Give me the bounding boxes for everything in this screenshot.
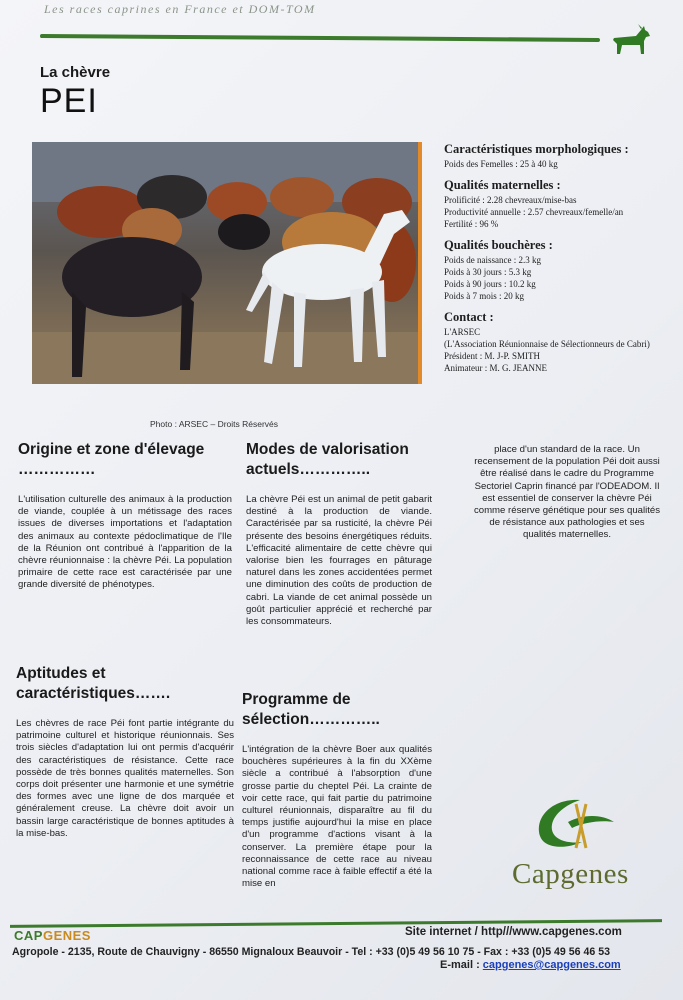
origin-heading: Origine et zone d'élevage ……………: [18, 441, 205, 478]
goat-herd-illustration: [32, 142, 418, 384]
selection-continued: [472, 444, 662, 542]
morphology-block: [444, 142, 672, 170]
page-title: PEI: [40, 82, 98, 120]
goat-herd-photo: [32, 142, 422, 384]
info-line: Poids de naissance : 2.3 kg: [444, 255, 541, 265]
selection-heading: Programme de sélection…………..: [242, 691, 380, 728]
info-line: Productivité annuelle : 2.57 chevreaux/femelle/an: [444, 207, 624, 217]
info-line: Poids à 30 jours : 5.3 kg: [444, 267, 532, 277]
info-line: Animateur : M. G. JEANNE: [444, 363, 547, 373]
butcher-heading: Qualités bouchères :: [444, 238, 553, 252]
morphology-heading: Caractéristiques morphologiques :: [444, 142, 629, 156]
origin-body: L'utilisation culturelle des animaux à la production de viande, couplée à un métissage des races issues de diverses importations et l'adaptation des animaux au contexte pédoclimatique de l'Ile de la Réunion ont contribué à l'apparition de la chèvre réunionnaise : la chèvre Péi. La population primaire de cette race est caractérisée par une grande diversité de phénotypes.: [18, 494, 232, 591]
breed-info-panel: [444, 142, 672, 382]
maternal-block: [444, 178, 672, 230]
footer-address: Agropole - 2135, Route de Chauvigny - 86550 Mignaloux Beauvoir - Tel : +33 (0)5 49 56 10 75 - Fax : +33 (0)5 49 56 46 53: [12, 946, 610, 958]
info-line: (L'Association Réunionnaise de Sélectionneurs de Cabri): [444, 339, 650, 349]
info-line: Président : M. J-P. SMITH: [444, 351, 541, 361]
selection-body: L'intégration de la chèvre Boer aux qualités bouchères supérieures à la fin du XXème siècle a contribué à l'absorption d'une grosse partie du cheptel Péi. La crainte de voir cette race, qui fait partie du patrimoine culturel réunionnais, disparaître au fil du temps justifie aujourd'hui la mise en place d'un programme d'actions visant à la conserver. La première étape pour la reconnaissance de cette race au niveau national comme race à faible effectif a été la mise en: [242, 744, 432, 890]
info-line: Poids à 90 jours : 10.2 kg: [444, 279, 536, 289]
info-line: Fertilité : 96 %: [444, 219, 499, 229]
info-line: L'ARSEC: [444, 327, 481, 337]
top-divider: [40, 34, 600, 42]
contact-heading: Contact :: [444, 310, 494, 324]
footer-email-row: [440, 959, 621, 971]
breed-kicker: La chèvre: [40, 64, 111, 81]
footer-email-link[interactable]: capgenes@capgenes.com: [482, 959, 621, 971]
footer-website[interactable]: Site internet / http///www.capgenes.com: [405, 926, 622, 938]
info-line: Poids des Femelles : 25 à 40 kg: [444, 159, 558, 169]
aptitudes-section: [16, 664, 234, 840]
aptitudes-heading: Aptitudes et caractéristiques…….: [16, 665, 171, 702]
footer-brand-part-2: GENES: [42, 928, 91, 943]
valorisation-section: [246, 440, 432, 628]
aptitudes-body: Les chèvres de race Péi font partie intégrante du patrimoine culturel et historique réunionnais. Ses trois siècles d'adaptation lui ont permis d'acquérir des caractéristiques de résistance. Cette race possède de très bonnes qualités maternelles. Son corps doit présenter une harmonie et une symétrie des formes avec une ligne de dos marquée et généralement creuse. La chèvre doit avoir un bassin large caractéristique de bonnes aptitudes à la mise-bas.: [16, 718, 234, 839]
butcher-block: [444, 238, 672, 302]
maternal-heading: Qualités maternelles :: [444, 178, 561, 192]
capgenes-wordmark: Capgenes: [512, 858, 629, 890]
series-title: Les races caprines en France et DOM-TOM: [44, 2, 316, 16]
info-line: Poids à 7 mois : 20 kg: [444, 291, 525, 301]
contact-block: [444, 310, 672, 374]
origin-section: [18, 440, 232, 592]
valorisation-body: La chèvre Péi est un animal de petit gabarit destiné à la production de viande. Caractérisée par sa rusticité, la chèvre Péi présente des besoins énergétiques réduits. L'efficacité alimentaire de cette chèvre qui valorise bien les fourrages en pâturage naturel dans les zones accidentées permet une diminution des coûts de production de cabri. La viande de cet animal possède un goût particulier apprécié et recherché par les consommateurs.: [246, 494, 432, 628]
selection-continued-body: place d'un standard de la race. Un recensement de la population Péi doit aussi être réalisé dans le cadre du Programme Sectoriel Caprin financé par l'ODEADOM. Il est essentiel de conserver la chèvre Péi comme réserve génétique pour ses qualités de résistance aux pathologies et ses qualités maternelles.: [473, 444, 661, 541]
selection-section: [242, 690, 432, 890]
goat-icon: [608, 24, 654, 58]
footer-brand-part-1: CAP: [14, 928, 43, 943]
capgenes-logo-icon: [528, 792, 618, 856]
info-line: Prolificité : 2.28 chevreaux/mise-bas: [444, 195, 577, 205]
photo-caption: Photo : ARSEC – Droits Réservés: [150, 419, 279, 429]
footer-email-label: E-mail :: [440, 959, 480, 971]
footer-brand: [14, 928, 91, 943]
valorisation-heading: Modes de valorisation actuels…………..: [246, 441, 409, 478]
